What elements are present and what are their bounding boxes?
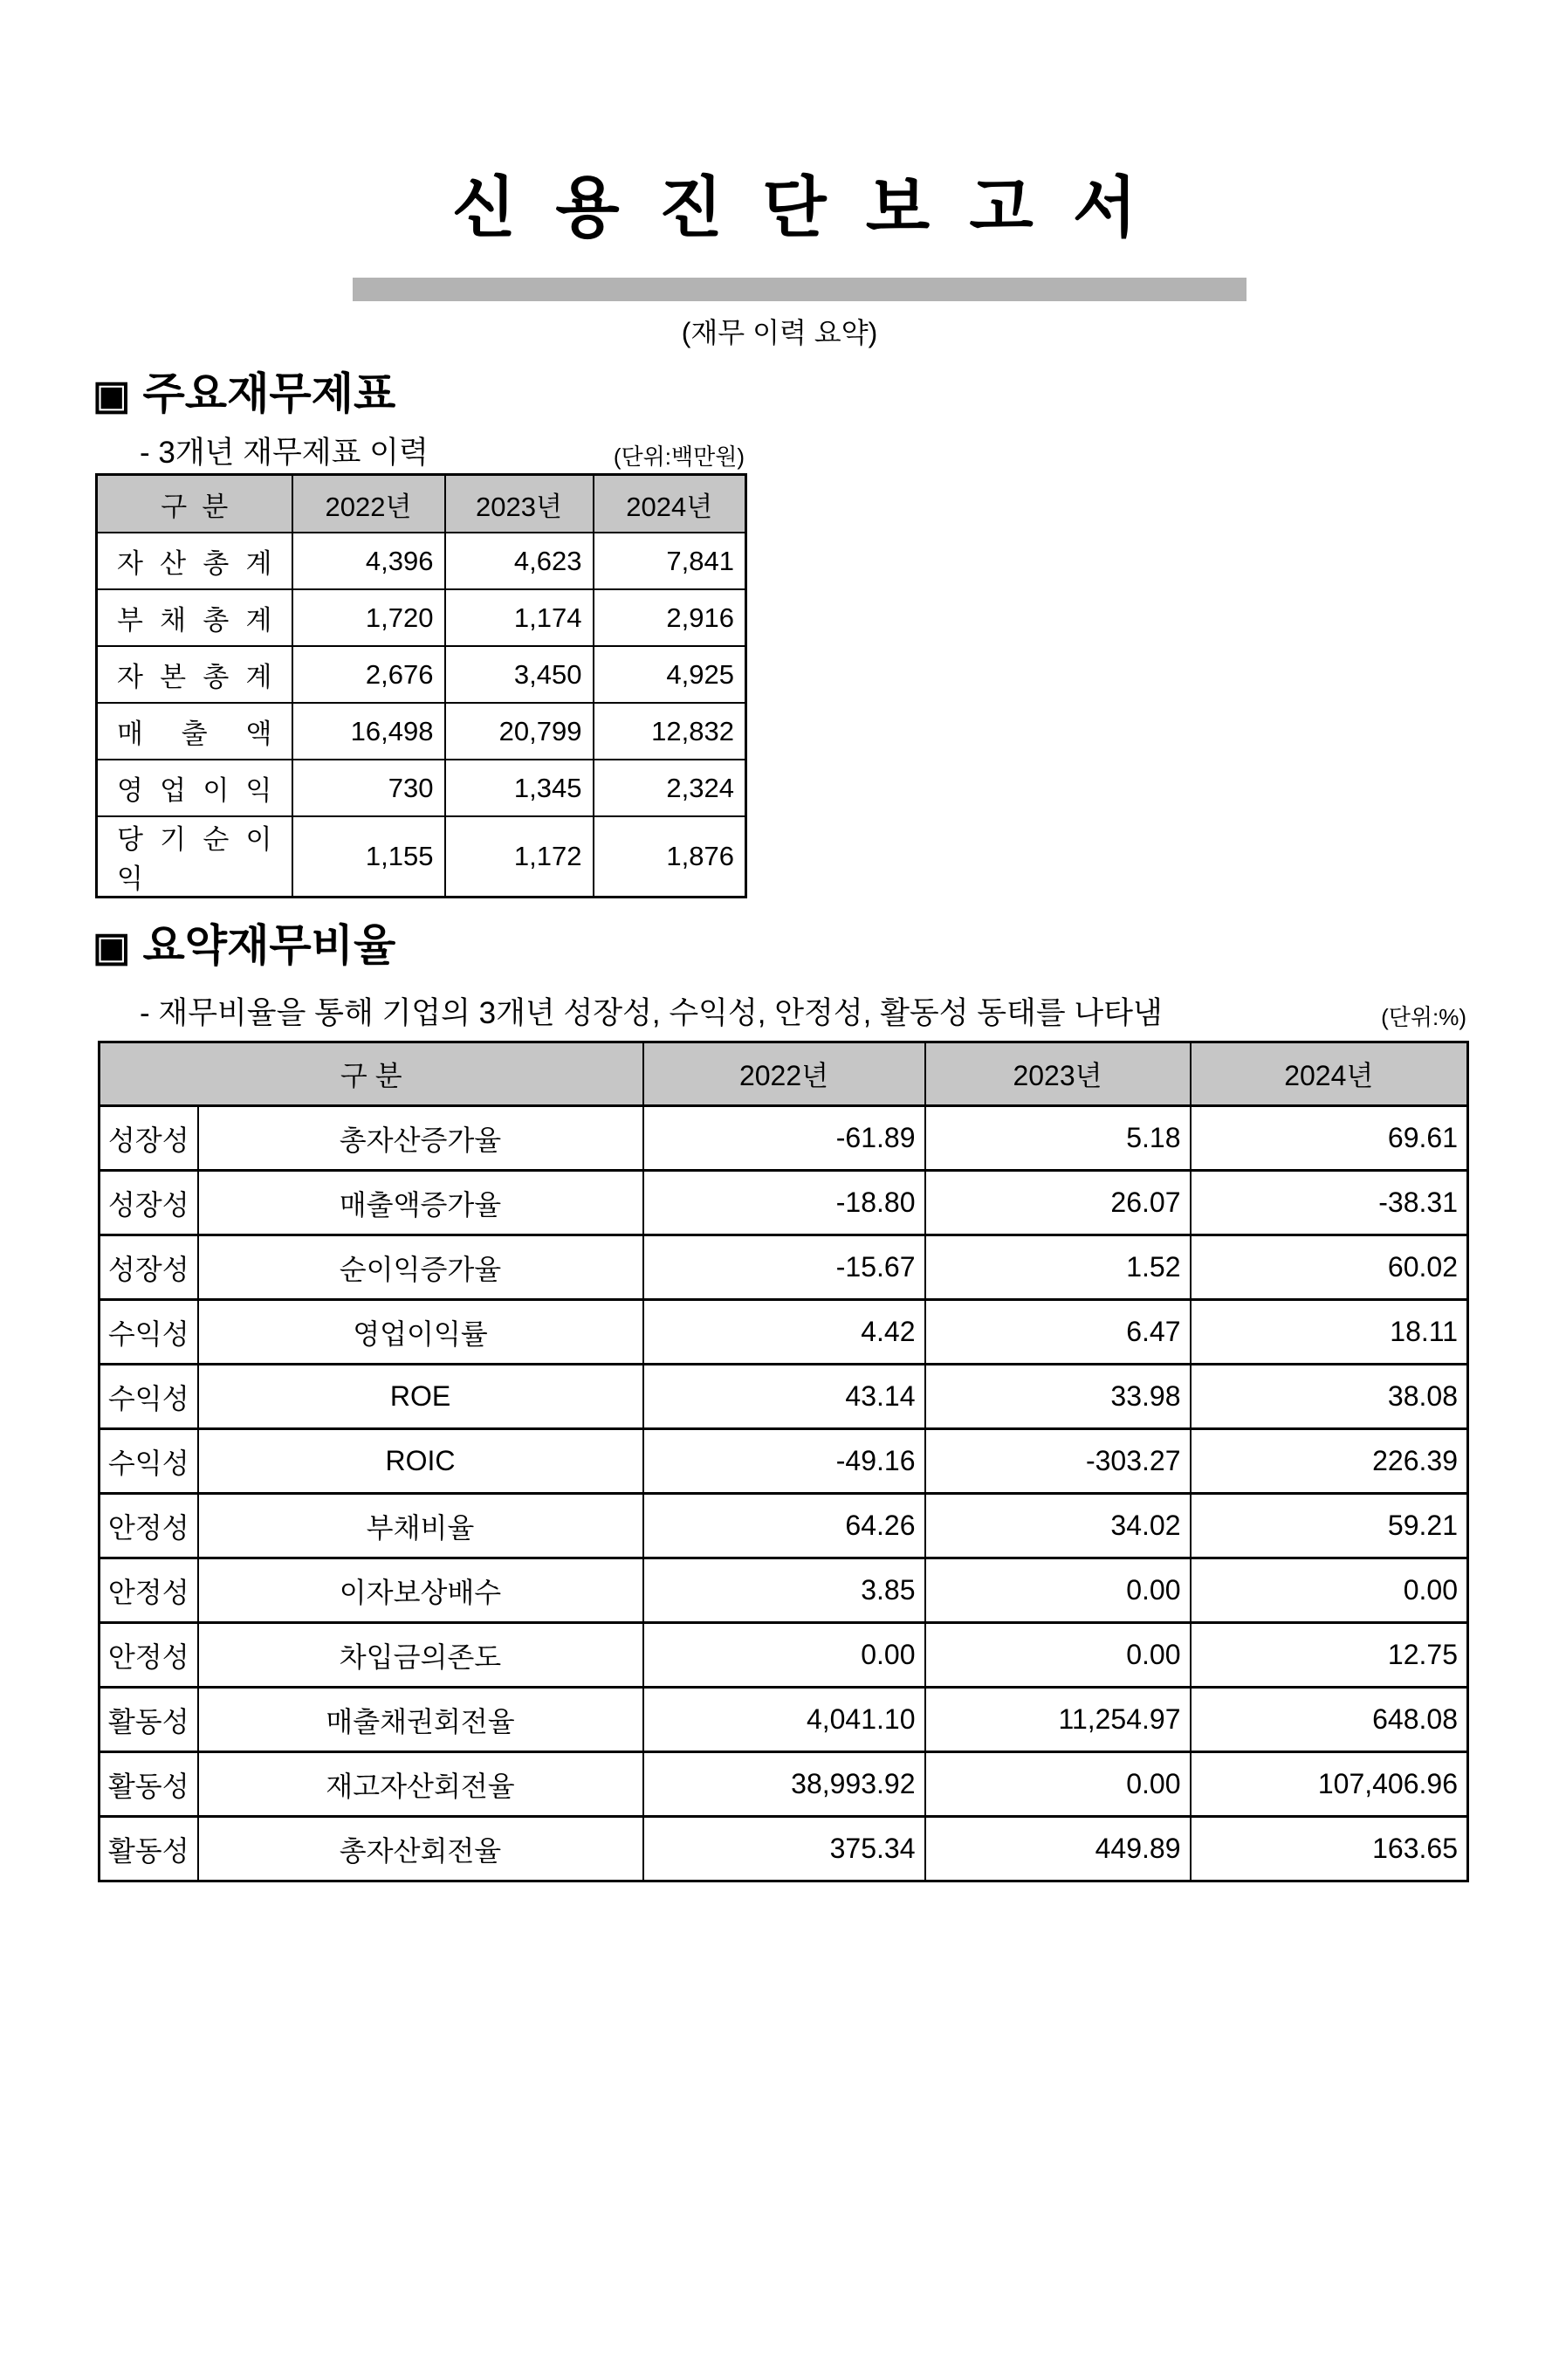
table-row: [97, 533, 746, 589]
table-header-row: [100, 1042, 1468, 1106]
value-cell-2022: 4,041.10: [643, 1688, 925, 1752]
value-cell-2024: 226.39: [1191, 1429, 1468, 1494]
value-cell-2023: 1,174: [445, 589, 594, 646]
row-label-cell: 자 산 총 계: [97, 533, 292, 589]
page-title: 신 용 진 단 보 고 서: [451, 171, 1148, 245]
value-cell-2024: 0.00: [1191, 1558, 1468, 1623]
value-cell-2023: 3,450: [445, 646, 594, 703]
value-cell-2023: 33.98: [925, 1365, 1191, 1429]
category-cell: 수익성: [100, 1365, 198, 1429]
category-cell: 활동성: [100, 1688, 198, 1752]
row-label-cell: 부 채 총 계: [97, 589, 292, 646]
table-row: [100, 1235, 1468, 1300]
value-cell-2024: 163.65: [1191, 1817, 1468, 1881]
metric-cell: ROE: [198, 1365, 643, 1429]
table-row: [97, 816, 746, 898]
value-cell-2022: -49.16: [643, 1429, 925, 1494]
value-cell-2022: 64.26: [643, 1494, 925, 1558]
table-header-row: [97, 475, 746, 533]
financial-statements-table: [95, 473, 747, 898]
metric-cell: 부채비율: [198, 1494, 643, 1558]
column-header-category: 구 분: [97, 475, 292, 533]
category-cell: 성장성: [100, 1171, 198, 1235]
value-cell-2022: 730: [292, 760, 445, 816]
category-cell: 안정성: [100, 1558, 198, 1623]
value-cell-2024: 4,925: [594, 646, 746, 703]
category-cell: 활동성: [100, 1752, 198, 1817]
value-cell-2024: 648.08: [1191, 1688, 1468, 1752]
value-cell-2022: -18.80: [643, 1171, 925, 1235]
category-cell: 안정성: [100, 1623, 198, 1688]
value-cell-2023: 1,345: [445, 760, 594, 816]
metric-cell: 순이익증가율: [198, 1235, 643, 1300]
value-cell-2024: -38.31: [1191, 1171, 1468, 1235]
table-row: [100, 1752, 1468, 1817]
value-cell-2023: 1,172: [445, 816, 594, 898]
section-heading-label: 요약재무비율: [142, 921, 396, 970]
metric-cell: ROIC: [198, 1429, 643, 1494]
table-row: [100, 1688, 1468, 1752]
category-cell: 활동성: [100, 1817, 198, 1881]
title-underline-bar: [353, 278, 1247, 301]
table-row: [100, 1817, 1468, 1881]
category-cell: 성장성: [100, 1235, 198, 1300]
column-header-2023: 2023년: [925, 1042, 1191, 1106]
table-row: [100, 1300, 1468, 1365]
category-cell: 성장성: [100, 1106, 198, 1171]
unit-note-percent: (단위:%): [1381, 1004, 1466, 1030]
row-label-cell: 영 업 이 익: [97, 760, 292, 816]
value-cell-2022: 4,396: [292, 533, 445, 589]
value-cell-2023: -303.27: [925, 1429, 1191, 1494]
value-cell-2023: 11,254.97: [925, 1688, 1191, 1752]
value-cell-2024: 59.21: [1191, 1494, 1468, 1558]
value-cell-2022: 1,720: [292, 589, 445, 646]
table-row: [100, 1558, 1468, 1623]
row-label-cell: 당 기 순 이 익: [97, 816, 292, 898]
value-cell-2022: 3.85: [643, 1558, 925, 1623]
value-cell-2024: 12,832: [594, 703, 746, 760]
column-header-2024: 2024년: [594, 475, 746, 533]
row-label-cell: 자 본 총 계: [97, 646, 292, 703]
value-cell-2024: 107,406.96: [1191, 1752, 1468, 1817]
category-cell: 수익성: [100, 1300, 198, 1365]
financial-ratios-table: [98, 1041, 1469, 1882]
bullet-row-financial-ratios: [94, 995, 1466, 1032]
value-cell-2023: 1.52: [925, 1235, 1191, 1300]
value-cell-2024: 12.75: [1191, 1623, 1468, 1688]
unit-note-million-won: (단위:백만원): [613, 444, 745, 470]
value-cell-2023: 34.02: [925, 1494, 1191, 1558]
value-cell-2022: 375.34: [643, 1817, 925, 1881]
value-cell-2022: 1,155: [292, 816, 445, 898]
metric-cell: 매출채권회전율: [198, 1688, 643, 1752]
value-cell-2022: 43.14: [643, 1365, 925, 1429]
table-row: [97, 646, 746, 703]
value-cell-2023: 20,799: [445, 703, 594, 760]
value-cell-2023: 4,623: [445, 533, 594, 589]
table-row: [97, 589, 746, 646]
value-cell-2024: 60.02: [1191, 1235, 1468, 1300]
table-row: [100, 1365, 1468, 1429]
metric-cell: 총자산증가율: [198, 1106, 643, 1171]
column-header-category: 구 분: [100, 1042, 643, 1106]
column-header-2022: 2022년: [292, 475, 445, 533]
table-row: [97, 760, 746, 816]
value-cell-2024: 38.08: [1191, 1365, 1468, 1429]
doc-subtitle: (재무 이력 요약): [681, 317, 878, 348]
metric-cell: 차입금의존도: [198, 1623, 643, 1688]
value-cell-2023: 5.18: [925, 1106, 1191, 1171]
bullet-text: - 3개년 재무제표 이력: [140, 436, 429, 470]
value-cell-2022: 0.00: [643, 1623, 925, 1688]
column-header-2022: 2022년: [643, 1042, 925, 1106]
value-cell-2024: 69.61: [1191, 1106, 1468, 1171]
section-heading-label: 주요재무제표: [142, 369, 396, 418]
value-cell-2023: 0.00: [925, 1752, 1191, 1817]
metric-cell: 매출액증가율: [198, 1171, 643, 1235]
table-row: [100, 1171, 1468, 1235]
metric-cell: 영업이익률: [198, 1300, 643, 1365]
table-row: [100, 1623, 1468, 1688]
section-marker-icon: ▣: [93, 372, 131, 417]
value-cell-2024: 7,841: [594, 533, 746, 589]
section-heading-financial-ratios: [93, 921, 1559, 971]
value-cell-2022: 16,498: [292, 703, 445, 760]
title-block: [353, 171, 1247, 301]
value-cell-2022: 2,676: [292, 646, 445, 703]
metric-cell: 재고자산회전율: [198, 1752, 643, 1817]
value-cell-2024: 18.11: [1191, 1300, 1468, 1365]
metric-cell: 총자산회전율: [198, 1817, 643, 1881]
table-row: [97, 703, 746, 760]
value-cell-2022: 4.42: [643, 1300, 925, 1365]
section-marker-icon: ▣: [93, 924, 131, 969]
row-label-cell: 매 출 액: [97, 703, 292, 760]
metric-cell: 이자보상배수: [198, 1558, 643, 1623]
value-cell-2024: 2,916: [594, 589, 746, 646]
value-cell-2022: -61.89: [643, 1106, 925, 1171]
value-cell-2023: 26.07: [925, 1171, 1191, 1235]
category-cell: 안정성: [100, 1494, 198, 1558]
column-header-2023: 2023년: [445, 475, 594, 533]
bullet-row-financial-statements: [94, 435, 745, 471]
value-cell-2023: 0.00: [925, 1623, 1191, 1688]
value-cell-2022: 38,993.92: [643, 1752, 925, 1817]
table-row: [100, 1106, 1468, 1171]
table-row: [100, 1494, 1468, 1558]
table-row: [100, 1429, 1468, 1494]
value-cell-2022: -15.67: [643, 1235, 925, 1300]
value-cell-2023: 6.47: [925, 1300, 1191, 1365]
column-header-2024: 2024년: [1191, 1042, 1468, 1106]
value-cell-2024: 2,324: [594, 760, 746, 816]
value-cell-2023: 449.89: [925, 1817, 1191, 1881]
section-heading-financial-statements: [93, 369, 1559, 419]
value-cell-2023: 0.00: [925, 1558, 1191, 1623]
category-cell: 수익성: [100, 1429, 198, 1494]
value-cell-2024: 1,876: [594, 816, 746, 898]
bullet-text: - 재무비율을 통해 기업의 3개년 성장성, 수익성, 안정성, 활동성 동태를 나타냄: [140, 996, 1163, 1030]
